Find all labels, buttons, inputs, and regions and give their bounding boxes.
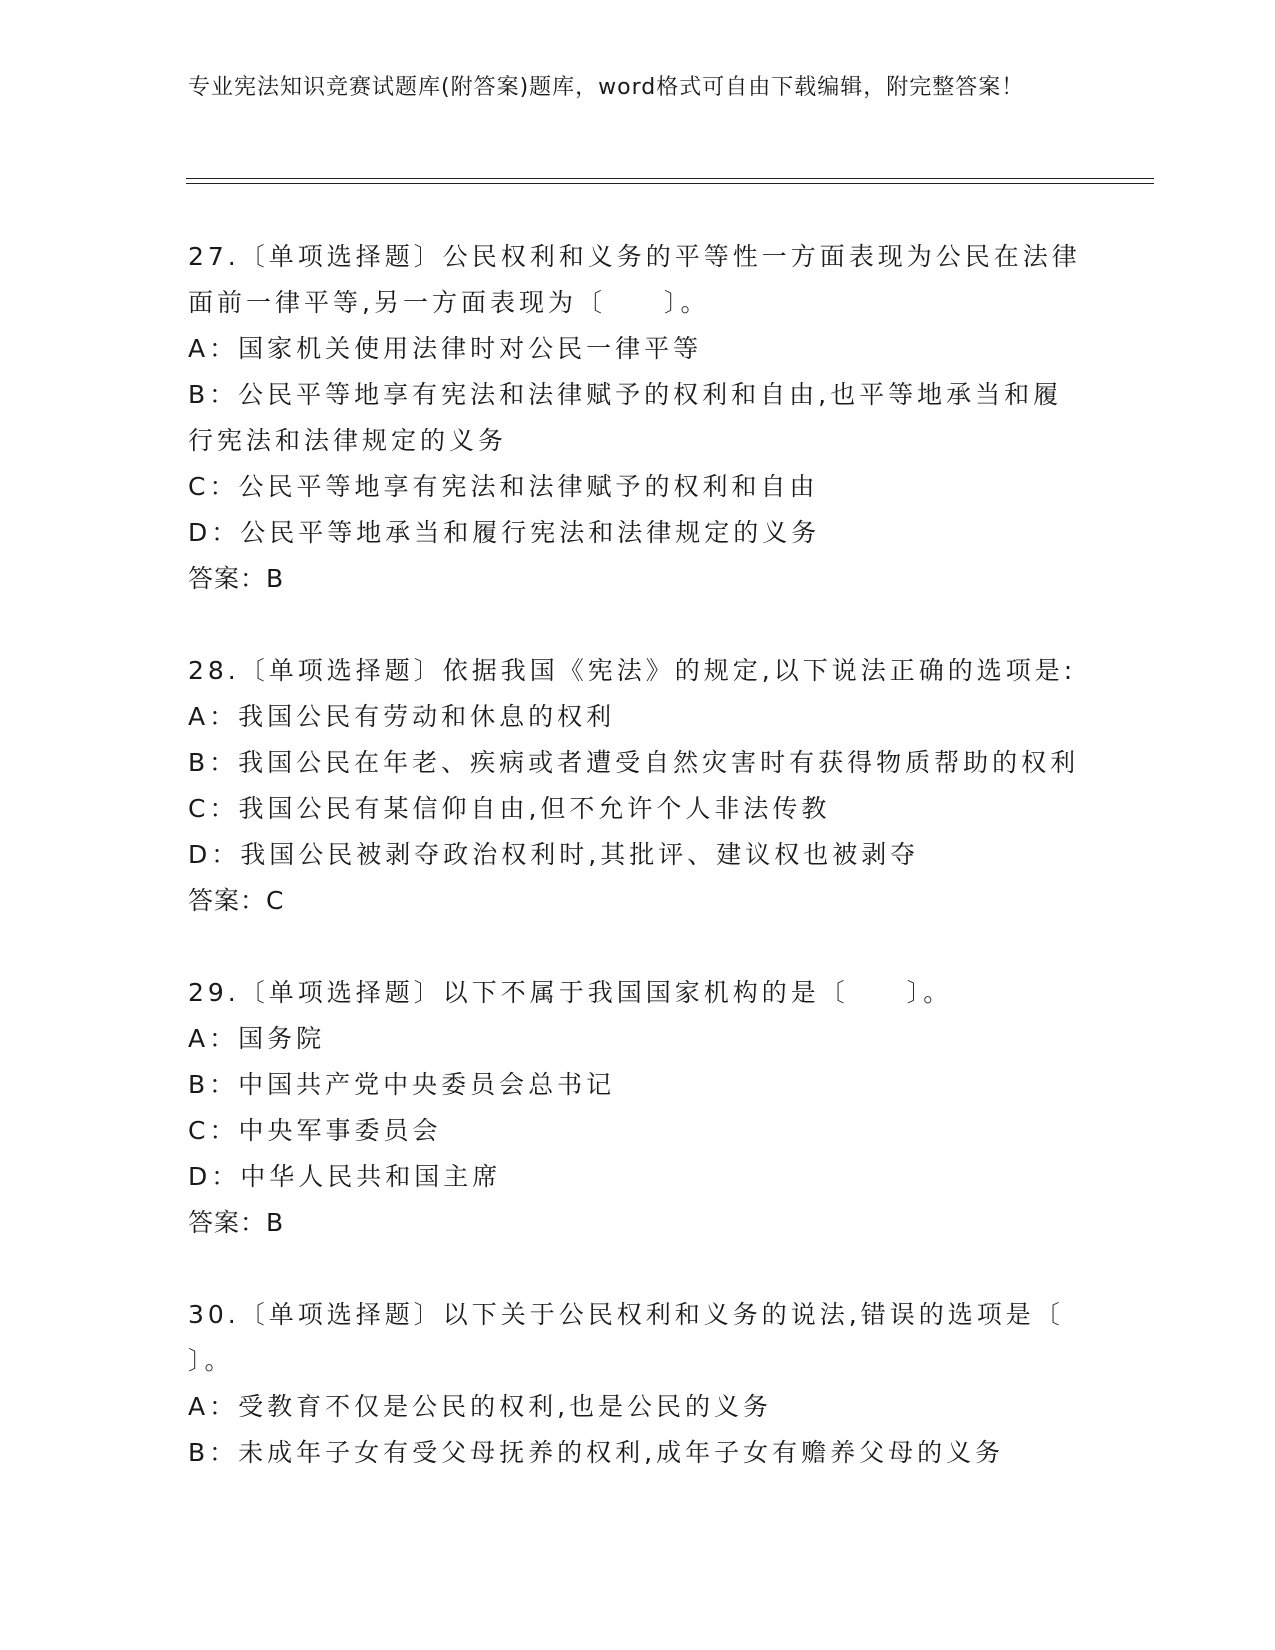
option-a: A：国家机关使用法律时对公民一律平等	[188, 334, 703, 363]
header-divider-bottom	[186, 183, 1154, 184]
option-a: A：受教育不仅是公民的权利,也是公民的义务	[188, 1392, 773, 1421]
answer-label: 答案：B	[188, 1208, 285, 1237]
option-d: D：中华人民共和国主席	[188, 1162, 502, 1191]
option-b: B：中国共产党中央委员会总书记	[188, 1070, 616, 1099]
question-stem-line: 〕。	[188, 1346, 234, 1375]
question-stem-line: 29.〔单项选择题〕以下不属于我国国家机构的是〔 〕。	[188, 978, 953, 1007]
question-list	[188, 234, 1088, 1476]
option-b: B：未成年子女有受父母抚养的权利,成年子女有赡养父母的义务	[188, 1438, 1005, 1467]
answer-label: 答案：C	[188, 886, 285, 915]
question-stem-line: 30.〔单项选择题〕以下关于公民权利和义务的说法,错误的选项是〔	[188, 1300, 1064, 1329]
question-30	[188, 1292, 1088, 1476]
option-d: D：公民平等地承当和履行宪法和法律规定的义务	[188, 518, 821, 547]
question-stem-line: 28.〔单项选择题〕依据我国《宪法》的规定,以下说法正确的选项是:	[188, 656, 1077, 685]
option-b: B：我国公民在年老、疾病或者遭受自然灾害时有获得物质帮助的权利	[188, 748, 1080, 777]
option-c: C：公民平等地享有宪法和法律赋予的权利和自由	[188, 472, 819, 501]
answer-label: 答案：B	[188, 564, 285, 593]
question-28	[188, 648, 1088, 924]
header-divider-top	[186, 178, 1154, 179]
question-stem-line: 面前一律平等,另一方面表现为〔 〕。	[188, 288, 710, 317]
header-text: 专业宪法知识竞赛试题库(附答案)题库，word格式可自由下载编辑，附完整答案！	[188, 75, 1025, 100]
question-27	[188, 234, 1088, 602]
option-b-continued: 行宪法和法律规定的义务	[188, 426, 508, 455]
option-d: D：我国公民被剥夺政治权利时,其批评、建议权也被剥夺	[188, 840, 920, 869]
option-a: A：国务院	[188, 1024, 326, 1053]
option-a: A：我国公民有劳动和休息的权利	[188, 702, 616, 731]
question-stem-line: 27.〔单项选择题〕公民权利和义务的平等性一方面表现为公民在法律	[188, 242, 1081, 271]
option-b: B：公民平等地享有宪法和法律赋予的权利和自由,也平等地承当和履	[188, 380, 1063, 409]
option-c: C：中央军事委员会	[188, 1116, 442, 1145]
option-c: C：我国公民有某信仰自由,但不允许个人非法传教	[188, 794, 831, 823]
document-header	[188, 72, 1088, 104]
question-29	[188, 970, 1088, 1246]
